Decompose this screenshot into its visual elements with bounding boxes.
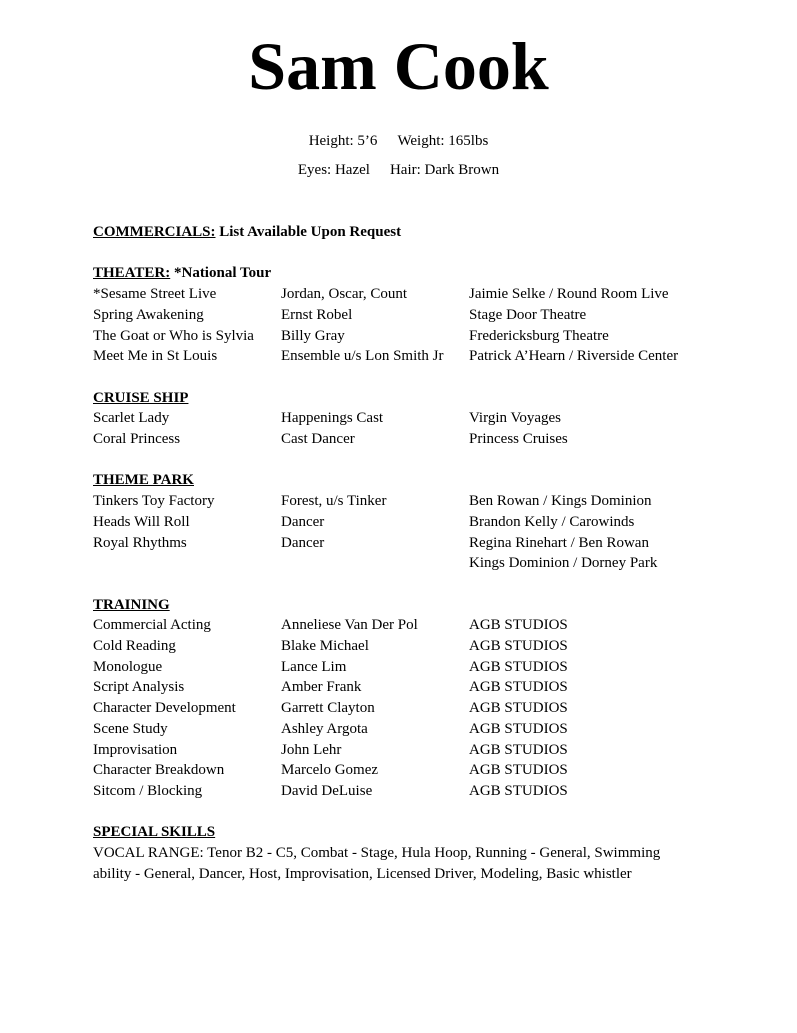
theater-cell-2: Billy Gray: [281, 327, 345, 344]
training-cell-1: Script Analysis: [93, 679, 185, 696]
commercials-heading: [93, 222, 713, 243]
training-cell-3: AGB STUDIOS: [469, 741, 568, 758]
themepark-row: [93, 512, 713, 533]
training-row: [93, 719, 713, 740]
training-cell-3: AGB STUDIOS: [469, 720, 568, 737]
cruise-cell-2: Happenings Cast: [281, 410, 384, 427]
training-row: [93, 760, 713, 781]
theater-cell-2: Jordan, Oscar, Count: [281, 286, 408, 303]
training-cell-3: AGB STUDIOS: [469, 638, 568, 654]
themepark-row: [93, 553, 713, 574]
cruise-cell-3: Virgin Voyages: [469, 410, 562, 427]
theater-cell-3: Patrick A’Hearn / Riverside Center: [469, 348, 679, 365]
training-cell-3: AGB STUDIOS: [469, 679, 568, 696]
theater-cell-3: Jaimie Selke / Round Room Live: [469, 286, 669, 303]
page-title: Sam Cook: [248, 28, 549, 104]
theater-row: [93, 346, 713, 367]
cruise-heading: [93, 388, 713, 409]
training-cell-1: Sitcom / Blocking: [93, 782, 203, 799]
theater-row: [93, 284, 713, 305]
eyes-stat: Eyes: Hazel: [297, 162, 370, 178]
training-row: [93, 740, 713, 761]
theater-cell-1: *Sesame Street Live: [93, 286, 217, 303]
training-cell-1: Improvisation: [93, 741, 178, 758]
training-cell-1: Character Breakdown: [93, 762, 225, 779]
stats-line-2: [0, 161, 797, 179]
training-cell-2: Marcelo Gomez: [281, 762, 379, 779]
theater-row: [93, 305, 713, 326]
theater-heading: [93, 263, 713, 284]
training-cell-2: David DeLuise: [281, 782, 373, 799]
training-row: [93, 636, 713, 657]
themepark-cell-3: Regina Rinehart / Ben Rowan: [469, 534, 649, 551]
cruise-cell-2: Cast Dancer: [281, 431, 355, 447]
cruise-cell-1: Coral Princess: [93, 431, 181, 447]
themepark-list: [93, 491, 713, 574]
resume-body: [93, 222, 713, 884]
cruise-cell-1: Scarlet Lady: [93, 410, 170, 427]
skills-title: SPECIAL SKILLS: [93, 824, 216, 841]
training-cell-2: Amber Frank: [281, 679, 362, 696]
cruise-row: [93, 429, 713, 450]
theater-cell-1: Meet Me in St Louis: [93, 348, 218, 365]
training-row: [93, 677, 713, 698]
training-cell-1: Cold Reading: [93, 638, 176, 654]
training-cell-2: Blake Michael: [281, 638, 369, 654]
themepark-cell-3: Ben Rowan / Kings Dominion: [469, 493, 652, 510]
themepark-cell-1: Royal Rhythms: [93, 534, 187, 551]
training-title: TRAINING: [93, 596, 170, 613]
training-cell-3: AGB STUDIOS: [469, 617, 568, 634]
weight-stat: Weight: 165lbs: [397, 133, 489, 149]
theater-cell-3: Stage Door Theatre: [469, 306, 587, 323]
training-cell-3: AGB STUDIOS: [469, 762, 568, 779]
stats-line-1: [0, 132, 797, 150]
training-heading: [93, 595, 713, 616]
training-row: [93, 781, 713, 802]
training-cell-2: John Lehr: [281, 741, 342, 758]
training-cell-2: Ashley Argota: [281, 720, 368, 737]
themepark-cell-2: [281, 553, 469, 574]
training-row: [93, 615, 713, 636]
themepark-row: [93, 491, 713, 512]
training-row: [93, 698, 713, 719]
cruise-row: [93, 408, 713, 429]
height-stat: Height: 5’6: [308, 133, 378, 149]
training-cell-1: Scene Study: [93, 720, 168, 737]
skills-text: VOCAL RANGE: Tenor B2 - C5, Combat - Stage, Hula Hoop, Running - General, Swimming ability - General, Dancer, Host, Improvisation, Licensed Driver, Modeling, Basic whistler: [93, 845, 661, 882]
training-cell-3: AGB STUDIOS: [469, 700, 568, 717]
training-cell-2: Garrett Clayton: [281, 700, 375, 717]
theater-note: *National Tour: [170, 265, 272, 282]
cruise-title: CRUISE SHIP: [93, 389, 189, 406]
theater-cell-1: Spring Awakening: [93, 306, 204, 323]
themepark-cell-2: Dancer: [281, 513, 325, 530]
themepark-cell-3: Brandon Kelly / Carowinds: [469, 513, 635, 530]
themepark-title: THEME PARK: [93, 472, 194, 489]
training-cell-2: Lance Lim: [281, 658, 347, 675]
cruise-list: [93, 408, 713, 449]
training-cell-1: Character Development: [93, 700, 236, 717]
training-list: [93, 615, 713, 801]
theater-cell-2: Ensemble u/s Lon Smith Jr: [281, 348, 444, 365]
training-cell-2: Anneliese Van Der Pol: [281, 617, 418, 634]
theater-title: THEATER:: [93, 265, 171, 282]
cruise-cell-3: Princess Cruises: [469, 431, 568, 447]
themepark-cell-2: Forest, u/s Tinker: [281, 493, 387, 510]
themepark-heading: [93, 470, 713, 491]
training-cell-3: AGB STUDIOS: [469, 782, 568, 799]
training-cell-1: Monologue: [93, 658, 163, 675]
themepark-cell-2: Dancer: [281, 534, 325, 551]
commercials-title: COMMERCIALS:: [93, 224, 216, 240]
theater-cell-2: Ernst Robel: [281, 306, 353, 323]
hair-stat: Hair: Dark Brown: [389, 162, 500, 178]
theater-cell-1: The Goat or Who is Sylvia: [93, 327, 254, 344]
themepark-cell-1: Tinkers Toy Factory: [93, 493, 215, 510]
training-cell-3: AGB STUDIOS: [469, 658, 568, 675]
themepark-cell-1: Heads Will Roll: [93, 513, 190, 530]
theater-cell-3: Fredericksburg Theatre: [469, 327, 609, 344]
themepark-cell-3: Kings Dominion / Dorney Park: [469, 555, 658, 572]
theater-list: [93, 284, 713, 367]
commercials-note: List Available Upon Request: [215, 224, 402, 240]
training-row: [93, 657, 713, 678]
theater-row: [93, 326, 713, 347]
themepark-cell-1: [93, 553, 281, 574]
themepark-row: [93, 533, 713, 554]
training-cell-1: Commercial Acting: [93, 617, 211, 634]
skills-heading: [93, 822, 713, 843]
